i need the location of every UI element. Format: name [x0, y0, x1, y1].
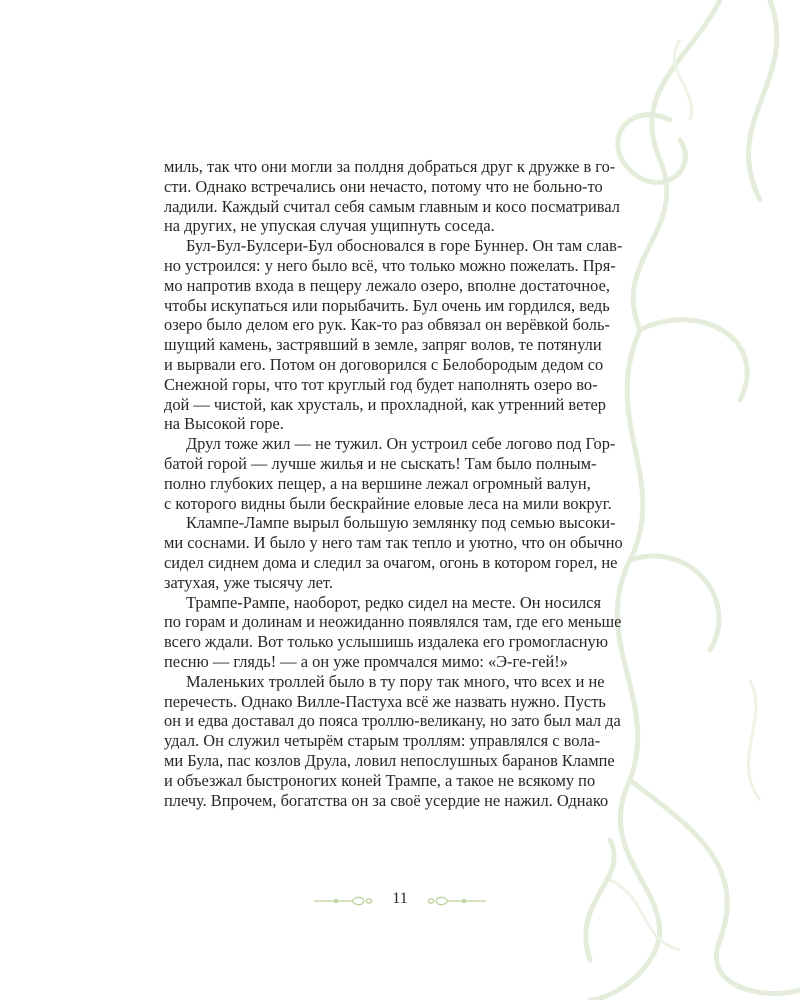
paragraph	[164, 513, 623, 592]
text-line: затухая, уже тысячу лет.	[164, 572, 333, 592]
text-line: Трампе-Рампе, наоборот, редко сидел на месте. Он носился	[186, 592, 601, 612]
paragraph	[164, 157, 620, 236]
page-footer	[300, 890, 500, 912]
text-line: и вырвали его. Потом он договорился с Белобородым дедом со	[164, 354, 604, 374]
text-line: всего ждали. Вот только услышишь издалека его громогласную	[164, 632, 608, 652]
page-number: 11	[392, 890, 408, 907]
text-line: перечесть. Однако Вилле-Пастуха всё же назвать нужно. Пусть	[164, 691, 606, 711]
text-line: Клампе-Лампе вырыл большую землянку под семью высоки-	[186, 513, 616, 533]
text-line: но устроился: у него было всё, что только можно пожелать. Пря-	[164, 255, 616, 275]
text-line: ми соснами. И было у него там так тепло и уютно, что он обычно	[164, 533, 623, 553]
text-line: с которого видны были бескрайние еловые леса на мили вокруг.	[164, 493, 612, 513]
paragraph	[164, 434, 616, 513]
text-line: мо напротив входа в пещеру лежало озеро, вполне достаточное,	[164, 275, 610, 295]
text-line: батой горой — лучше жилья и не сыскать! Там было полным-	[164, 453, 597, 473]
text-line: плечу. Впрочем, богатства он за своё усердие не нажил. Однако	[164, 790, 609, 810]
paragraph	[164, 671, 621, 811]
text-line: озеро было делом его рук. Как-то раз обвязал он верёвкой боль-	[164, 315, 610, 335]
paragraph	[164, 236, 623, 434]
text-line: на других, не упуская случая ущипнуть соседа.	[164, 216, 495, 236]
text-line: миль, так что они могли за полдня добраться друг к дружке в го-	[164, 157, 616, 176]
text-line: Бул-Бул-Булсери-Бул обосновался в горе Буннер. Он там слав-	[186, 236, 623, 256]
text-line: Маленьких троллей было в ту пору так много, что всех и не	[186, 671, 605, 691]
text-line: ми Була, пас козлов Друла, ловил непослушных баранов Клампе	[164, 750, 615, 770]
paragraph	[164, 592, 622, 672]
text-line: полно глубоких пещер, а на вершине лежал огромный валун,	[164, 473, 591, 493]
text-line: и объезжал быстроногих коней Трампе, а такое не всякому по	[164, 770, 596, 790]
text-line: удал. Он служил четырём старым троллям: управлялся с вола-	[164, 731, 601, 751]
text-line: он и едва доставал до пояса троллю-великану, но зато был мал да	[164, 711, 621, 731]
text-line: по горам и долинам и неожиданно появлялся там, где его меньше	[164, 612, 622, 632]
body-text	[164, 157, 623, 810]
text-line: шущий камень, застрявший в земле, запряг волов, те потянули	[164, 335, 602, 355]
text-line: песню — глядь! — а он уже промчался мимо: «Э-ге-гей!»	[164, 651, 568, 671]
text-line: Друл тоже жил — не тужил. Он устроил себе логово под Гор-	[186, 434, 616, 454]
text-line: на Высокой горе.	[164, 414, 284, 434]
text-line: сти. Однако встречались они нечасто, потому что не больно-то	[164, 176, 603, 196]
text-line: сидел сиднем дома и следил за очагом, огонь в котором горел, не	[164, 552, 618, 572]
text-line: Снежной горы, что тот круглый год будет наполнять озеро во-	[164, 374, 598, 394]
right-flourish-icon	[426, 894, 488, 908]
text-line: чтобы искупаться или порыбачить. Бул очень им гордился, ведь	[164, 295, 610, 315]
text-line: ладили. Каждый считал себя самым главным и косо посматривал	[164, 196, 620, 216]
text-line: дой — чистой, как хрусталь, и прохладной, как утренний ветер	[164, 394, 606, 414]
